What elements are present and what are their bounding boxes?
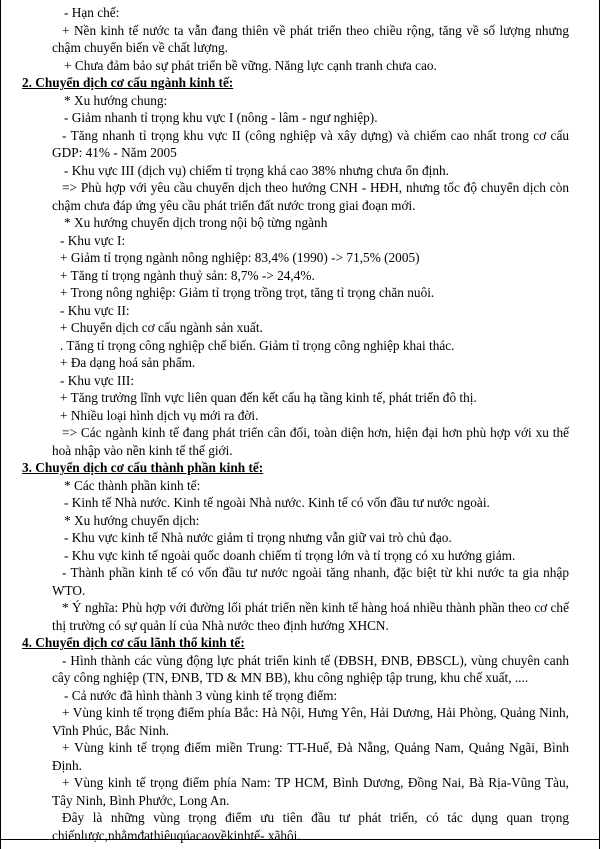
text-line: + Tăng tỉ trọng ngành thuỷ sản: 8,7% -> 24,4%.	[60, 267, 315, 283]
text-line: => Phù hợp với yêu cầu chuyển dịch theo hướng CNH - HĐH, nhưng tốc độ chuyển dịch còn chậm chưa đáp ứng yêu cầu phát triển đất nước trong giai đoạn mới.	[52, 180, 569, 213]
text-line: => Các ngành kinh tế đang phát triển cân đối, toàn diện hơn, hiện đại hơn phù hợp với xu thế hoà nhập vào nền kinh tế thế giới.	[52, 425, 569, 458]
text-line: + Tăng trưởng lĩnh vực liên quan đến kết cấu hạ tầng kinh tế, phát triển đô thị.	[60, 390, 477, 405]
text-line: * Xu hướng chuyển dịch:	[64, 512, 200, 528]
text-line: - Kinh tế Nhà nước. Kinh tế ngoài Nhà nước. Kinh tế có vốn đầu tư nước ngoài.	[64, 495, 490, 510]
text-line: . Tăng tỉ trọng công nghiệp chế biến. Giảm tỉ trọng công nghiệp khai thác.	[60, 337, 455, 353]
text-line: + Giảm tỉ trọng ngành nông nghiệp: 83,4% (1990) -> 71,5% (2005)	[60, 250, 420, 265]
text-line: - Thành phần kinh tế có vốn đầu tư nước ngoài tăng nhanh, đặc biệt từ khi nước ta gia nhập WTO.	[52, 565, 569, 598]
text-line: - Khu vực II:	[60, 302, 130, 318]
text-line: + Nhiều loại hình dịch vụ mới ra đời.	[60, 407, 259, 423]
text-line: - Khu vực kinh tế ngoài quốc doanh chiếm tỉ trọng lớn và tỉ trọng có xu hướng giảm.	[64, 547, 516, 563]
text-line: + Trong nông nghiệp: Giảm tỉ trọng trồng trọt, tăng tỉ trọng chăn nuôi.	[60, 285, 435, 300]
section-heading: 3. Chuyển dịch cơ cấu thành phần kinh tế:	[22, 460, 264, 475]
text-line: - Khu vực III (dịch vụ) chiếm tỉ trọng khá cao 38% nhưng chưa ổn định.	[64, 162, 449, 178]
text-line: - Cả nước đã hình thành 3 vùng kinh tế trọng điểm:	[64, 687, 338, 703]
text-line: - Tăng nhanh tỉ trọng khu vực II (công nghiệp và xây dựng) và chiếm cao nhất trong cơ cấu GDP: 41% - Năm 2005	[52, 127, 569, 160]
text-line: + Vùng kinh tế trọng điểm miền Trung: TT-Huế, Đà Nẵng, Quảng Nam, Quảng Ngãi, Bình Định.	[52, 740, 569, 773]
text-line: + Đa dạng hoá sản phẩm.	[60, 355, 196, 370]
text-line: * Xu hướng chung:	[64, 92, 168, 108]
text-line: - Khu vực I:	[60, 232, 126, 248]
text-line: * Các thành phần kinh tế:	[64, 477, 201, 493]
section-heading: 4. Chuyển dịch cơ cấu lãnh thổ kinh tế:	[22, 635, 245, 650]
text-line: - Hình thành các vùng động lực phát triển kinh tế (ĐBSH, ĐNB, ĐBSCL), vùng chuyên canh cây công nghiệp (TN, ĐNB, TD & MN BB), khu công nghiệp tập trung, khu chế xuất, ....	[52, 652, 569, 685]
text-line: * Ý nghĩa: Phù hợp với đường lối phát triển nền kinh tế hàng hoá nhiều thành phần theo cơ chế thị trường có sự quản lí của Nhà nước theo định hướng XHCN.	[52, 600, 569, 633]
text-line: + Vùng kinh tế trọng điểm phía Nam: TP HCM, Bình Dương, Đồng Nai, Bà Rịa-Vũng Tàu, Tây Ninh, Bình Phước, Long An.	[52, 775, 569, 808]
text-line: - Khu vực III:	[60, 372, 135, 388]
text-line: + Chưa đảm bảo sự phát triển bề vững. Năng lực cạnh tranh chưa cao.	[64, 57, 437, 73]
text-line: + Vùng kinh tế trọng điểm phía Bắc: Hà Nội, Hưng Yên, Hải Dương, Hải Phòng, Quảng Ninh, Vĩnh Phúc, Bắc Ninh.	[52, 705, 569, 738]
text-line: Đây là những vùng trọng điểm ưu tiên đầu tư phát triển, có tác dụng quan trọng chiếnlược,nhằmđathiêuqúacaovềkinhtế- xãhôi.	[52, 810, 569, 843]
text-line: - Hạn chế:	[64, 5, 120, 20]
text-line: * Xu hướng chuyển dịch trong nội bộ từng ngành	[64, 215, 328, 230]
text-line: - Giảm nhanh tỉ trọng khu vực I (nông - lâm - ngư nghiệp).	[64, 110, 378, 125]
document-body	[22, 4, 569, 844]
bottom-rule	[1, 839, 599, 840]
text-line: + Nền kinh tế nước ta vẫn đang thiên về phát triển theo chiều rộng, tăng về số lượng nhưng chậm chuyển biến về chất lượng.	[52, 22, 569, 55]
text-line: + Chuyển dịch cơ cấu ngành sản xuất.	[60, 320, 263, 335]
text-line: - Khu vực kinh tế Nhà nước giảm tỉ trọng nhưng vẫn giữ vai trò chủ đạo.	[64, 530, 452, 545]
section-heading: 2. Chuyển dịch cơ cấu ngành kinh tế:	[22, 75, 234, 90]
